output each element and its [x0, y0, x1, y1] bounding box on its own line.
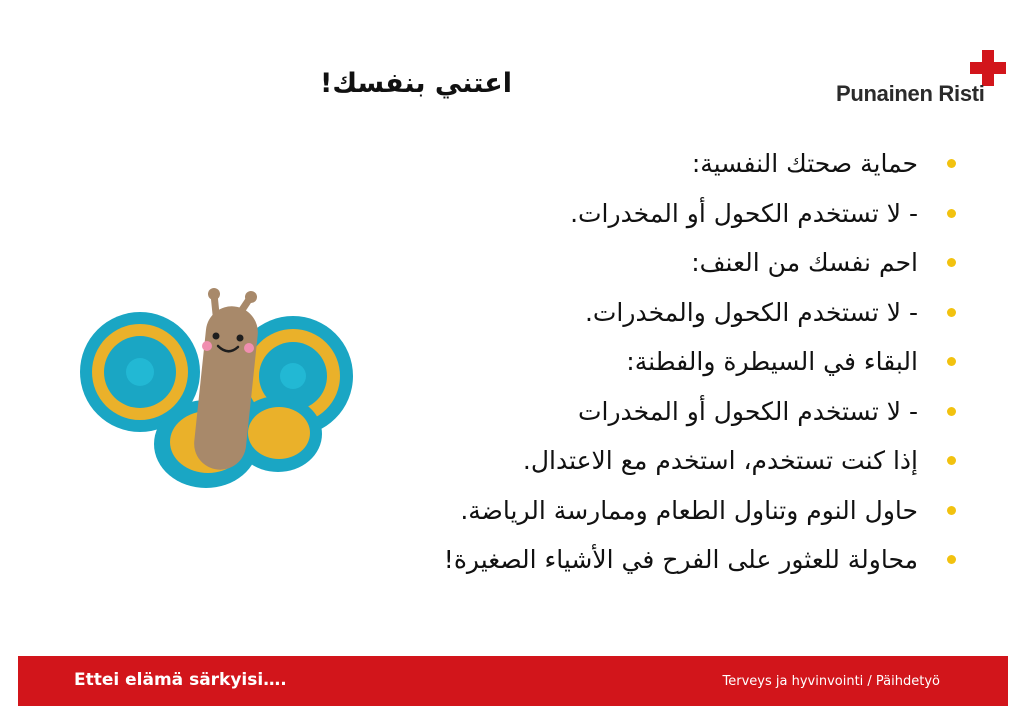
bullet-dot-icon	[947, 357, 956, 366]
footer-bar	[18, 656, 1008, 706]
footer-slogan: Ettei elämä särkyisi….	[74, 670, 287, 690]
bullet-dot-icon	[947, 308, 956, 317]
bullet-item	[360, 538, 960, 588]
bullet-text: البقاء في السيطرة والفطنة:	[626, 347, 918, 376]
bullet-item	[360, 390, 960, 440]
bullet-dot-icon	[947, 209, 956, 218]
slide-title: اعتني بنفسك!	[320, 68, 512, 99]
footer-department: Terveys ja hyvinvointi / Päihdetyö	[722, 674, 940, 689]
bullet-text: حماية صحتك النفسية:	[691, 149, 918, 178]
bullet-item	[360, 489, 960, 539]
bullet-text: - لا تستخدم الكحول والمخدرات.	[584, 297, 918, 327]
logo-text: Punainen Risti	[836, 81, 985, 106]
bullet-dot-icon	[947, 407, 956, 416]
bullet-item	[360, 192, 960, 242]
bullet-text: إذا كنت تستخدم، استخدم مع الاعتدال.	[522, 446, 918, 475]
bullet-text: محاولة للعثور على الفرح في الأشياء الصغيرة!	[443, 545, 918, 574]
bullet-item	[360, 439, 960, 489]
bullet-text: احم نفسك من العنف:	[691, 248, 918, 277]
logo	[836, 50, 1012, 110]
bullet-dot-icon	[947, 506, 956, 515]
bullet-text: - لا تستخدم الكحول أو المخدرات.	[570, 198, 918, 228]
bullet-text: حاول النوم وتناول الطعام وممارسة الرياضة.	[460, 495, 918, 525]
bullet-item	[360, 142, 960, 192]
bullet-dot-icon	[947, 456, 956, 465]
bullet-item	[360, 291, 960, 341]
bullet-text: - لا تستخدم الكحول أو المخدرات	[578, 396, 918, 426]
bullet-list	[360, 142, 960, 588]
bullet-dot-icon	[947, 555, 956, 564]
bullet-dot-icon	[947, 258, 956, 267]
bullet-item	[360, 241, 960, 291]
butterfly-illustration	[78, 284, 368, 494]
bullet-item	[360, 340, 960, 390]
bullet-dot-icon	[947, 159, 956, 168]
